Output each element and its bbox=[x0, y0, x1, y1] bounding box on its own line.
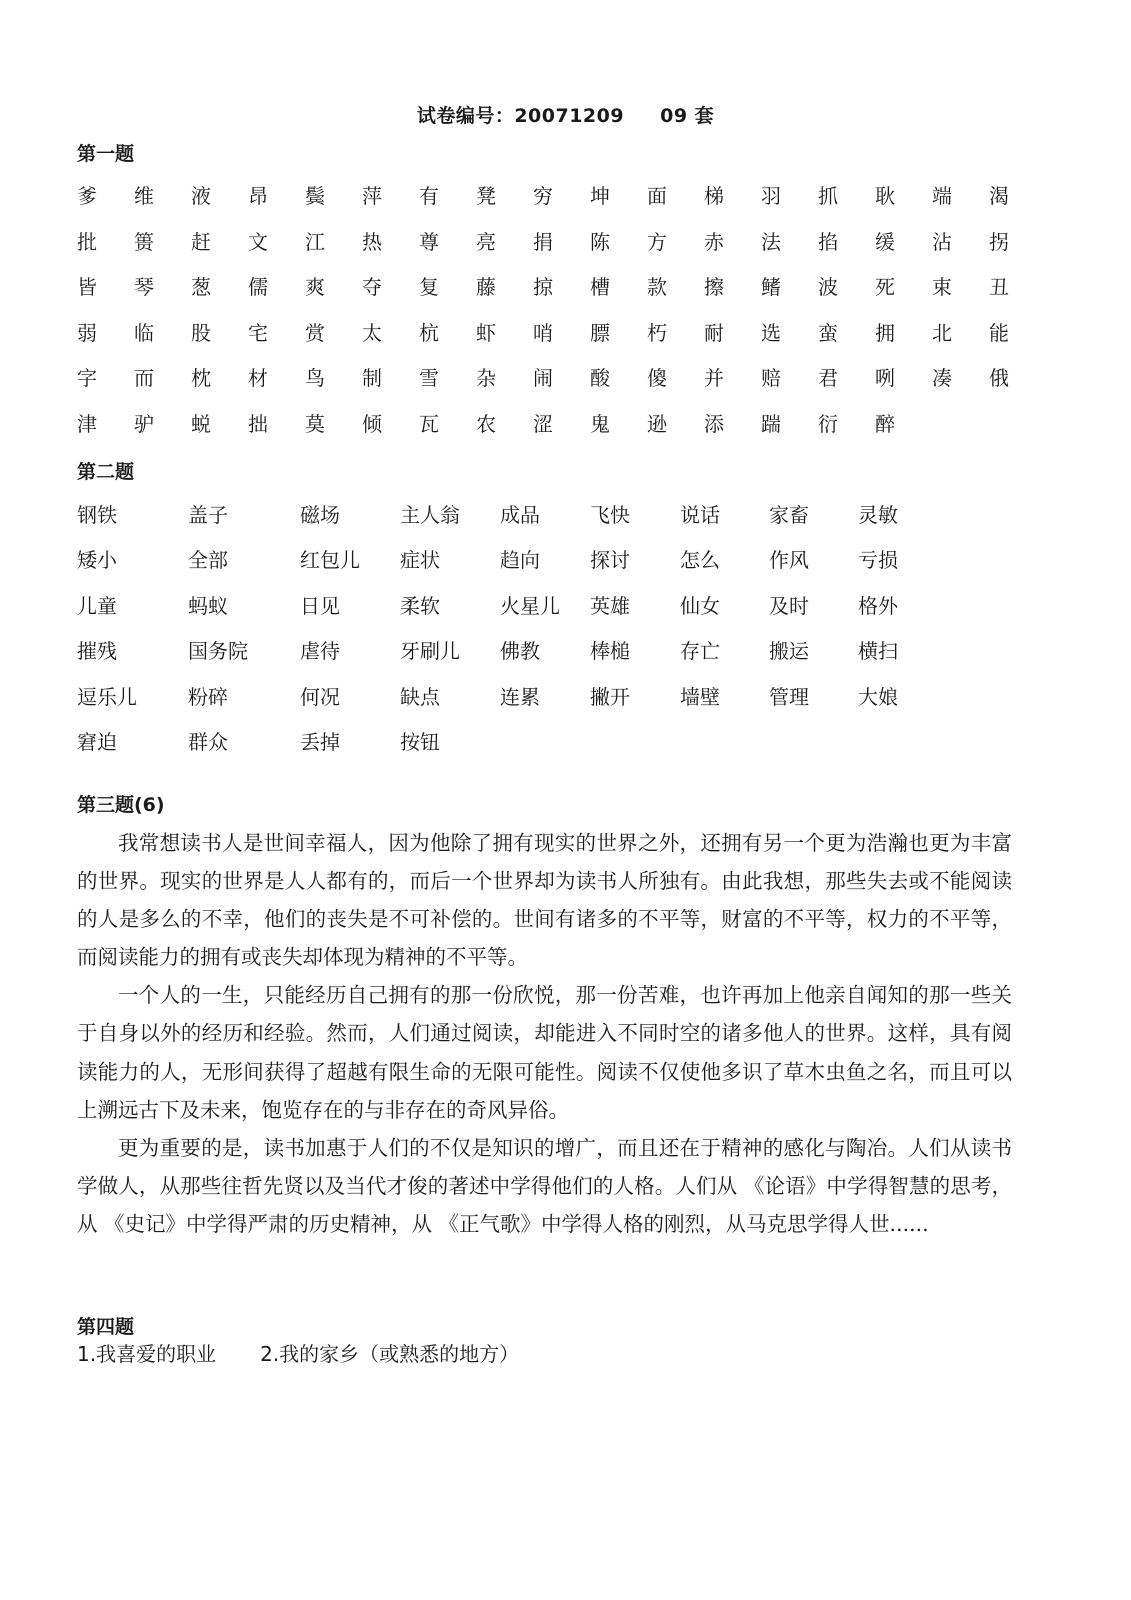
character-cell: 朽 bbox=[647, 320, 667, 345]
character-cell: 渴 bbox=[989, 184, 1009, 208]
character-cell: 抓 bbox=[818, 184, 838, 208]
word-cell: 撇开 bbox=[590, 684, 630, 709]
character-cell: 衍 bbox=[818, 411, 838, 436]
character-cell: 篑 bbox=[134, 229, 154, 254]
character-cell: 虾 bbox=[476, 320, 496, 345]
word-cell: 窘迫 bbox=[77, 729, 117, 754]
character-cell: 梯 bbox=[704, 184, 724, 208]
word-cell: 日见 bbox=[300, 593, 340, 618]
word-cell: 英雄 bbox=[590, 593, 630, 618]
character-cell: 杭 bbox=[419, 320, 439, 345]
word-cell: 全部 bbox=[188, 548, 228, 573]
character-cell: 并 bbox=[704, 366, 724, 391]
word-cell: 亏损 bbox=[858, 548, 898, 573]
character-cell: 耐 bbox=[704, 320, 724, 345]
exam-title bbox=[0, 101, 1131, 128]
word-cell: 丢掉 bbox=[300, 729, 340, 754]
character-cell: 膘 bbox=[590, 320, 610, 345]
word-cell: 成品 bbox=[500, 503, 540, 527]
character-cell: 倾 bbox=[362, 411, 382, 436]
word-cell: 佛教 bbox=[500, 639, 540, 664]
character-cell: 鬓 bbox=[305, 184, 325, 208]
character-cell: 方 bbox=[647, 229, 667, 254]
character-cell: 皆 bbox=[77, 275, 97, 300]
word-cell: 红包儿 bbox=[300, 548, 360, 573]
exam-set: 09 套 bbox=[660, 105, 715, 127]
character-cell: 涩 bbox=[533, 411, 553, 436]
character-cell: 法 bbox=[761, 229, 781, 254]
character-cell: 葱 bbox=[191, 275, 211, 300]
character-cell: 临 bbox=[134, 320, 154, 345]
character-cell: 杂 bbox=[476, 366, 496, 391]
character-cell: 拐 bbox=[989, 229, 1009, 254]
word-cell: 牙刷儿 bbox=[400, 639, 460, 664]
character-cell: 拥 bbox=[875, 320, 895, 345]
word-cell: 灵敏 bbox=[858, 503, 898, 527]
character-cell: 赶 bbox=[191, 229, 211, 254]
word-cell: 群众 bbox=[188, 729, 228, 754]
character-cell: 藤 bbox=[476, 275, 496, 300]
word-cell: 火星儿 bbox=[500, 593, 560, 618]
character-cell: 羽 bbox=[761, 184, 781, 208]
character-cell: 热 bbox=[362, 229, 382, 254]
character-cell: 驴 bbox=[134, 411, 154, 436]
word-cell: 墙壁 bbox=[680, 684, 720, 709]
word-cell: 缺点 bbox=[400, 684, 440, 709]
character-cell: 鬼 bbox=[590, 411, 610, 436]
character-cell: 蜕 bbox=[191, 411, 211, 436]
word-cell: 横扫 bbox=[858, 639, 898, 664]
character-cell: 琴 bbox=[134, 275, 154, 300]
character-cell: 液 bbox=[191, 184, 211, 208]
character-cell: 文 bbox=[248, 229, 268, 254]
character-cell: 制 bbox=[362, 366, 382, 391]
section3-heading: 第三题(6) bbox=[77, 794, 165, 816]
word-cell: 按钮 bbox=[400, 729, 440, 754]
character-cell: 耿 bbox=[875, 184, 895, 208]
character-cell: 束 bbox=[932, 275, 952, 300]
character-cell: 材 bbox=[248, 366, 268, 391]
word-cell: 探讨 bbox=[590, 548, 630, 573]
character-cell: 爽 bbox=[305, 275, 325, 300]
character-cell: 维 bbox=[134, 184, 154, 208]
character-cell: 傻 bbox=[647, 366, 667, 391]
character-cell: 弱 bbox=[77, 320, 97, 345]
character-cell: 君 bbox=[818, 366, 838, 391]
character-cell: 掠 bbox=[533, 275, 553, 300]
character-cell: 添 bbox=[704, 411, 724, 436]
word-cell: 怎么 bbox=[680, 548, 720, 573]
character-cell: 鳍 bbox=[761, 275, 781, 300]
character-cell: 瓦 bbox=[419, 411, 439, 436]
character-cell: 爹 bbox=[77, 184, 97, 208]
section4-topics bbox=[77, 1340, 519, 1368]
character-cell: 坤 bbox=[590, 184, 610, 208]
word-cell: 症状 bbox=[400, 548, 440, 573]
word-cell: 家畜 bbox=[769, 503, 809, 527]
word-cell: 搬运 bbox=[769, 639, 809, 664]
character-cell: 昂 bbox=[248, 184, 268, 208]
character-cell: 死 bbox=[875, 275, 895, 300]
character-cell: 太 bbox=[362, 320, 382, 345]
character-cell: 儒 bbox=[248, 275, 268, 300]
character-cell: 俄 bbox=[989, 366, 1009, 391]
character-cell: 有 bbox=[419, 184, 439, 208]
character-cell: 赏 bbox=[305, 320, 325, 345]
character-cell: 枕 bbox=[191, 366, 211, 391]
character-cell: 款 bbox=[647, 275, 667, 300]
character-cell: 咧 bbox=[875, 366, 895, 391]
word-cell: 及时 bbox=[769, 593, 809, 618]
character-cell: 穷 bbox=[533, 184, 553, 208]
word-cell: 何况 bbox=[300, 684, 340, 709]
word-cell: 说话 bbox=[680, 503, 720, 527]
word-cell: 棒槌 bbox=[590, 639, 630, 664]
character-cell: 捐 bbox=[533, 229, 553, 254]
character-cell: 雪 bbox=[419, 366, 439, 391]
character-cell: 萍 bbox=[362, 184, 382, 208]
character-cell: 面 bbox=[647, 184, 667, 208]
character-cell: 尊 bbox=[419, 229, 439, 254]
character-cell: 北 bbox=[932, 320, 952, 345]
character-cell: 鸟 bbox=[305, 366, 325, 391]
word-cell: 管理 bbox=[769, 684, 809, 709]
character-cell: 酸 bbox=[590, 366, 610, 391]
character-cell: 缓 bbox=[875, 229, 895, 254]
character-cell: 端 bbox=[932, 184, 952, 208]
character-cell: 津 bbox=[77, 411, 97, 436]
word-cell: 盖子 bbox=[188, 503, 228, 527]
passage-paragraph: 一个人的一生，只能经历自己拥有的那一份欣悦，那一份苦难，也许再加上他亲自闻知的那一些关于自身以外的经历和经验。然而，人们通过阅读，却能进入不同时空的诸多他人的世界。这样，具有阅读能力的人，无形间获得了超越有限生命的无限可能性。阅读不仅使他多识了草木虫鱼之名，而且可以上溯远古下及未来，饱览存在的与非存在的奇风异俗。 bbox=[77, 983, 1012, 1122]
word-cell: 趋向 bbox=[500, 548, 540, 573]
character-cell: 波 bbox=[818, 275, 838, 300]
word-cell: 连累 bbox=[500, 684, 540, 709]
section2-heading: 第二题 bbox=[77, 461, 135, 483]
character-cell: 夺 bbox=[362, 275, 382, 300]
word-cell: 飞快 bbox=[590, 503, 630, 527]
character-cell: 选 bbox=[761, 320, 781, 345]
word-cell: 钢铁 bbox=[77, 503, 117, 527]
character-cell: 赤 bbox=[704, 229, 724, 254]
character-cell: 能 bbox=[989, 320, 1009, 345]
character-cell: 凑 bbox=[932, 366, 952, 391]
character-cell: 亮 bbox=[476, 229, 496, 254]
passage-paragraph: 我常想读书人是世间幸福人，因为他除了拥有现实的世界之外，还拥有另一个更为浩瀚也更为丰富的世界。现实的世界是人人都有的，而后一个世界却为读书人所独有。由此我想，那些失去或不能阅读的人是多么的不幸，他们的丧失是不可补偿的。世间有诸多的不平等，财富的不平等，权力的不平等，而阅读能力的拥有或丧失却体现为精神的不平等。 bbox=[77, 831, 1012, 970]
character-cell: 沾 bbox=[932, 229, 952, 254]
section3-passage bbox=[77, 824, 1012, 1243]
character-cell: 莫 bbox=[305, 411, 325, 436]
word-cell: 格外 bbox=[858, 593, 898, 618]
character-cell: 股 bbox=[191, 320, 211, 345]
character-cell: 哨 bbox=[533, 320, 553, 345]
character-cell: 复 bbox=[419, 275, 439, 300]
character-cell: 江 bbox=[305, 229, 325, 254]
character-cell: 批 bbox=[77, 229, 97, 254]
topic-item: 2.我的家乡（或熟悉的地方） bbox=[260, 1342, 520, 1366]
character-cell: 字 bbox=[77, 366, 97, 391]
word-cell: 主人翁 bbox=[400, 503, 460, 527]
word-cell: 磁场 bbox=[300, 503, 340, 527]
word-cell: 作风 bbox=[769, 548, 809, 573]
character-cell: 农 bbox=[476, 411, 496, 436]
word-cell: 柔软 bbox=[400, 593, 440, 618]
section4-heading: 第四题 bbox=[77, 1316, 135, 1338]
character-cell: 逊 bbox=[647, 411, 667, 436]
word-cell: 国务院 bbox=[188, 639, 248, 664]
character-cell: 踹 bbox=[761, 411, 781, 436]
character-cell: 陈 bbox=[590, 229, 610, 254]
character-cell: 闹 bbox=[533, 366, 553, 391]
passage-paragraph: 更为重要的是，读书加惠于人们的不仅是知识的增广，而且还在于精神的感化与陶冶。人们从读书学做人，从那些往哲先贤以及当代才俊的著述中学得他们的人格。人们从 《论语》中学得智慧的思考，从 《史记》中学得严肃的历史精神，从 《正气歌》中学得人格的刚烈，从马克思学得人世...... bbox=[77, 1135, 1012, 1236]
character-cell: 而 bbox=[134, 366, 154, 391]
character-cell: 醉 bbox=[875, 411, 895, 436]
topic-item: 1.我喜爱的职业 bbox=[77, 1342, 217, 1366]
character-cell: 赔 bbox=[761, 366, 781, 391]
character-cell: 拙 bbox=[248, 411, 268, 436]
section1-heading: 第一题 bbox=[77, 143, 135, 165]
exam-number: 试卷编号：20071209 bbox=[416, 105, 625, 127]
word-cell: 存亡 bbox=[680, 639, 720, 664]
character-cell: 掐 bbox=[818, 229, 838, 254]
word-cell: 粉碎 bbox=[188, 684, 228, 709]
character-cell: 丑 bbox=[989, 275, 1009, 300]
word-cell: 蚂蚁 bbox=[188, 593, 228, 618]
word-cell: 儿童 bbox=[77, 593, 117, 618]
character-cell: 蛮 bbox=[818, 320, 838, 345]
character-cell: 擦 bbox=[704, 275, 724, 300]
character-cell: 凳 bbox=[476, 184, 496, 208]
character-cell: 宅 bbox=[248, 320, 268, 345]
word-cell: 虐待 bbox=[300, 639, 340, 664]
word-cell: 逗乐儿 bbox=[77, 684, 137, 709]
character-cell: 槽 bbox=[590, 275, 610, 300]
word-cell: 矮小 bbox=[77, 548, 117, 573]
word-cell: 大娘 bbox=[858, 684, 898, 709]
word-cell: 仙女 bbox=[680, 593, 720, 618]
word-cell: 摧残 bbox=[77, 639, 117, 664]
